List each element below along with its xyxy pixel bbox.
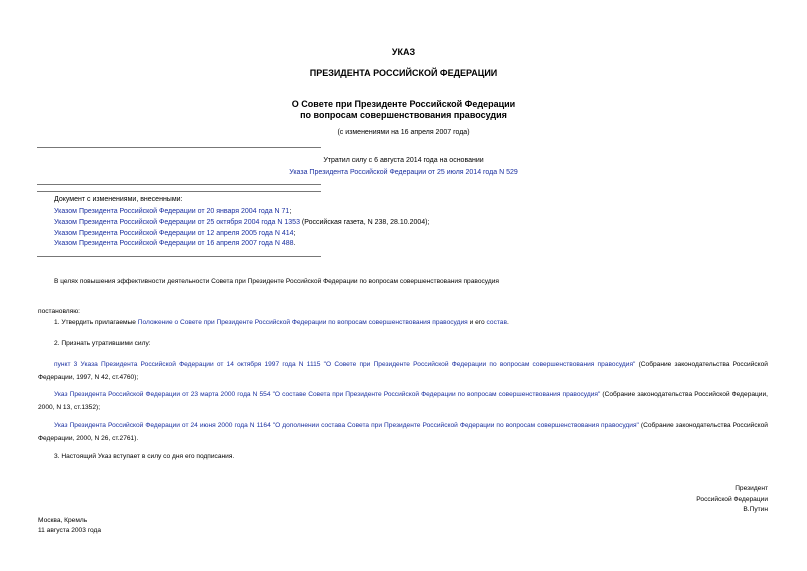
repealed-item-2: [38, 389, 768, 414]
decree-heading: УКАЗ: [391, 47, 416, 57]
changes-item-link[interactable]: Указом Президента Российской Федерации от 16 апреля 2007 года N 488: [54, 240, 294, 247]
repealed-item-1: [38, 359, 768, 384]
changes-intro: Документ с изменениями, внесенными:: [54, 196, 183, 203]
signature-role: Президент: [735, 485, 768, 492]
divider: [37, 184, 321, 185]
regulation-link[interactable]: Положение о Совете при Президенте Российской Федерации по вопросам совершенствования правосудия: [137, 319, 468, 326]
preamble: В целях повышения эффективности деятельности Совета при Президенте Российской Федерации по вопросам совершенствования правосудия: [54, 278, 499, 285]
repealed-item-3-source: (Собрание законодательства Российской Федерации, 2000, N 26, ст.2761).: [38, 422, 768, 442]
signing-date: 11 августа 2003 года: [38, 527, 102, 534]
changes-item-suffix: .: [293, 240, 296, 247]
paragraph-2: 2. Признать утратившими силу:: [54, 340, 151, 347]
changes-item-suffix: ;: [293, 230, 296, 237]
repealed-item-3: [38, 420, 768, 445]
repealed-item-1-source: (Собрание законодательства Российской Федерации, 1997, N 42, ст.4760);: [38, 361, 768, 381]
document-title-line-2: по вопросам совершенствования правосудия: [300, 110, 507, 120]
repeal-status-text: Утратил силу с 6 августа 2014 года на основании: [323, 157, 484, 164]
document-title-line-1: О Совете при Президенте Российской Федерации: [291, 99, 516, 109]
signature-role-country: Российской Федерации: [696, 496, 768, 503]
repealed-item-1-link[interactable]: пункт 3 Указа Президента Российской Федерации от 14 октября 1997 года N 1115 "О Совете при Президенте Российской Федерации по вопросам совершенствования правосудия": [54, 361, 636, 368]
changes-item-link[interactable]: Указом Президента Российской Федерации от 12 апреля 2005 года N 414: [54, 230, 294, 237]
repealed-item-2-link[interactable]: Указ Президента Российской Федерации от 23 марта 2000 года N 554 "О составе Совета при Президенте Российской Федерации по вопросам совершенствования правосудия": [54, 391, 601, 398]
repeal-status-link[interactable]: Указа Президента Российской Федерации от 25 июля 2014 года N 529: [289, 169, 518, 176]
repealed-item-3-link[interactable]: Указ Президента Российской Федерации от 24 июня 2000 года N 1164 "О дополнении состава Совета при Президенте Российской Федерации по вопросам совершенствования правосудия": [54, 422, 639, 429]
signature-name: В.Путин: [743, 506, 768, 513]
changes-item-link[interactable]: Указом Президента Российской Федерации от 25 октября 2004 года N 1353: [54, 219, 300, 226]
divider: [37, 256, 321, 257]
divider: [37, 191, 321, 192]
paragraph-1-prefix: 1. Утвердить прилагаемые: [54, 319, 138, 326]
paragraph-3: 3. Настоящий Указ вступает в силу со дня его подписания.: [54, 453, 235, 460]
paragraph-1-mid: и его: [467, 319, 487, 326]
decree-word: постановляю:: [38, 308, 81, 315]
changes-item-link[interactable]: Указом Президента Российской Федерации от 20 января 2004 года N 71: [54, 208, 290, 215]
composition-link[interactable]: состав: [486, 319, 507, 326]
changes-item-suffix: (Российская газета, N 238, 28.10.2004);: [299, 219, 430, 226]
decree-issuer: ПРЕЗИДЕНТА РОССИЙСКОЙ ФЕДЕРАЦИИ: [309, 68, 498, 78]
changes-item-suffix: ;: [289, 208, 292, 215]
amendment-note: (с изменениями на 16 апреля 2007 года): [337, 129, 470, 136]
divider: [37, 147, 321, 148]
changes-item: [54, 238, 296, 250]
paragraph-1-end: .: [506, 319, 509, 326]
repealed-item-2-source: (Собрание законодательства Российской Федерации, 2000, N 13, ст.1352);: [38, 391, 768, 411]
paragraph-1: [54, 317, 509, 329]
signing-place: Москва, Кремль: [38, 517, 88, 524]
